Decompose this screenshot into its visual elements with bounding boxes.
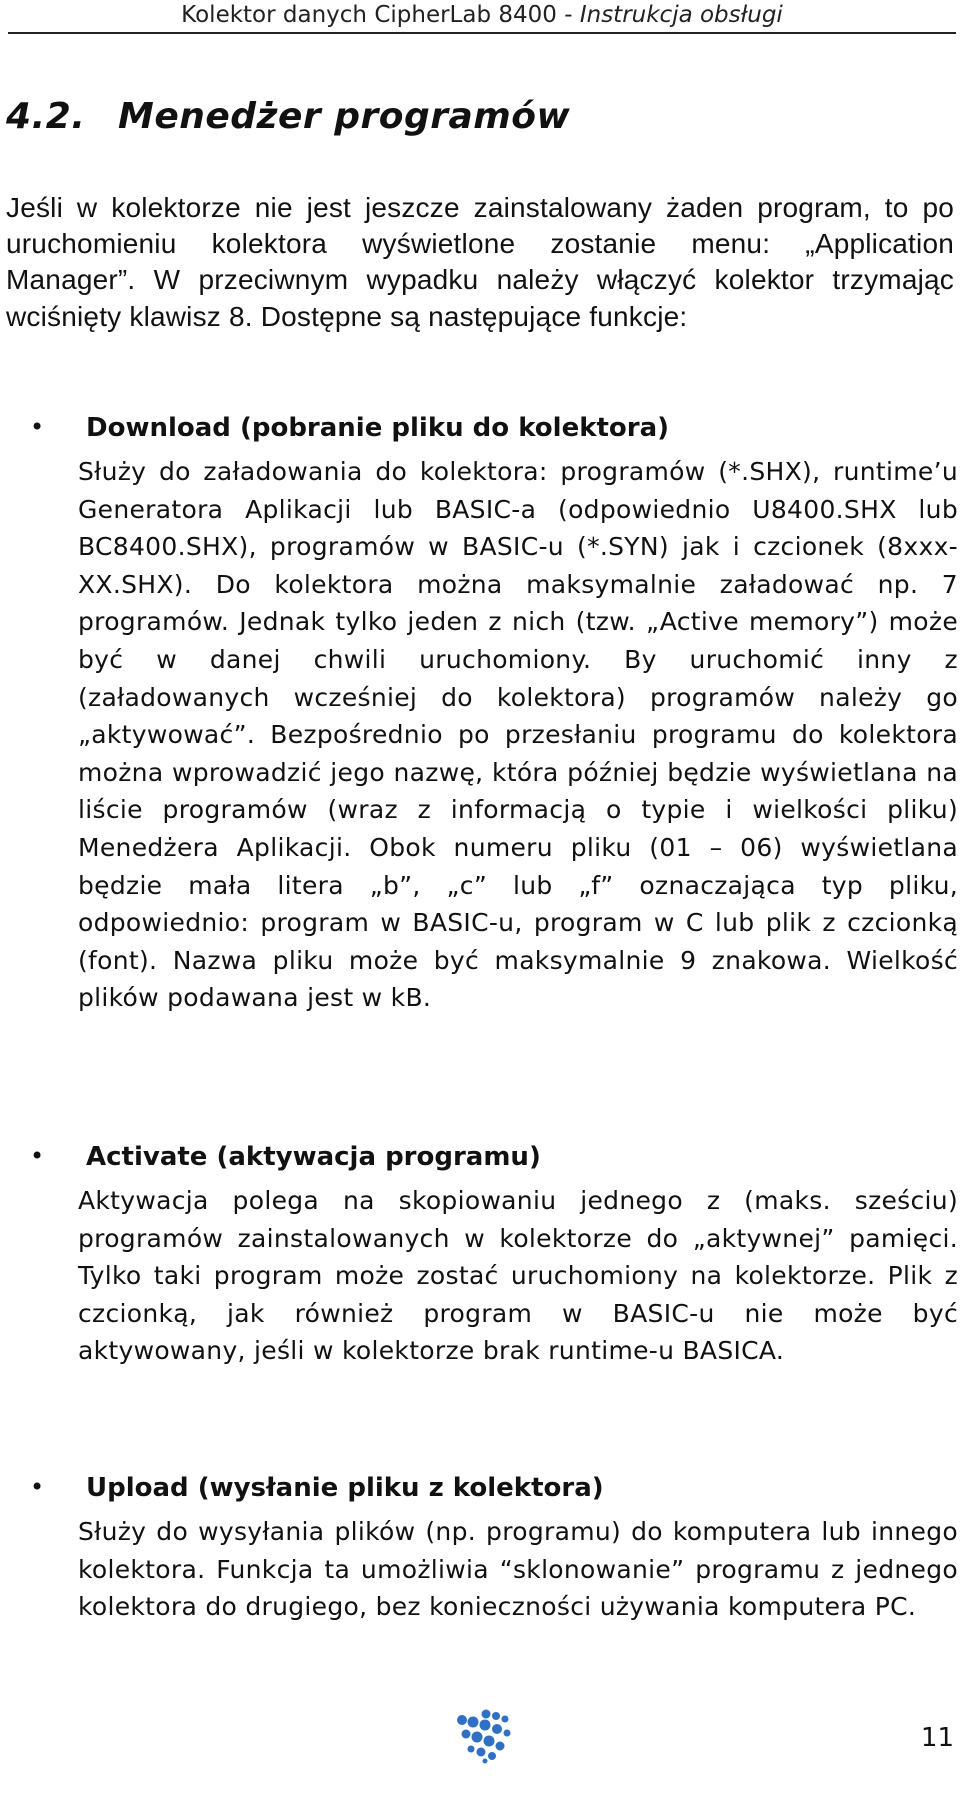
page-number: 11 <box>920 1723 954 1753</box>
cipherlab-dots-logo-icon <box>452 1708 512 1764</box>
bullet-icon: • <box>30 413 45 441</box>
item-body-upload: Służy do wysyłania plików (np. programu) do komputera lub innego kolektora. Funkcja ta umożliwia “sklonowanie” programu z jednego kolektora do drugiego, bez konieczności używania komputera PC. <box>78 1517 958 1622</box>
header-text: Kolektor danych CipherLab 8400 - <box>181 2 580 28</box>
item-title-download: Download (pobranie pliku do kolektora) <box>86 413 670 443</box>
running-header <box>8 0 956 34</box>
section-title-text: Menedżer programów <box>118 96 571 137</box>
item-title-activate: Activate (aktywacja programu) <box>86 1142 541 1172</box>
intro-paragraph: Jeśli w kolektorze nie jest jeszcze zainstalowany żaden program, to po uruchomieniu kolektora wyświetlone zostanie menu: „Application Manager”. W przeciwnym wypadku należy włączyć kolektor trzymając wciśnięty klawisz 8. Dostępne są następujące funkcje: <box>6 192 954 332</box>
item-body-activate: Aktywacja polega na skopiowaniu jednego z (maks. sześciu) programów zainstalowanych w kolektorze do „aktywnej” pamięci. Tylko taki program może zostać uruchomiony na kolektorze. Plik z czcionką, jak również program w BASIC-u nie może być aktywowany, jeśli w kolektorze brak runtime-u BASICA. <box>78 1186 958 1366</box>
item-title-upload: Upload (wysłanie pliku z kolektora) <box>86 1473 604 1503</box>
header-italic: Instrukcja obsługi <box>579 2 783 28</box>
item-body-download: Służy do załadowania do kolektora: programów (*.SHX), runtime’u Generatora Aplikacji lub BASIC-a (odpowiednio U8400.SHX lub BC8400.SHX), programów w BASIC-u (*.SYN) jak i czcionek (8xxx-XX.SHX). Do kolektora można maksymalnie załadować np. 7 programów. Jednak tylko jeden z nich (tzw. „Active memory”) może być w danej chwili uruchomiony. By uruchomić inny z (załadowanych wcześniej do kolektora) programów należy go „aktywować”. Bezpośrednio po przesłaniu programu do kolektora można wprowadzić jego nazwę, która później będzie wyświetlana na liście programów (wraz z informacją o typie i wielkości pliku) Menedżera Aplikacji. Obok numeru pliku (01 – 06) wyświetlana będzie mała litera „b”, „c” lub „f” oznaczająca typ pliku, odpowiednio: program w BASIC-u, program w C lub plik z czcionką (font). Nazwa pliku może być maksymalnie 9 znakowa. Wielkość plików podawana jest w kB. <box>78 457 958 1013</box>
section-number: 4.2. <box>6 96 86 137</box>
bullet-icon: • <box>30 1142 45 1170</box>
bullet-icon: • <box>30 1473 45 1501</box>
section-title <box>6 92 570 142</box>
